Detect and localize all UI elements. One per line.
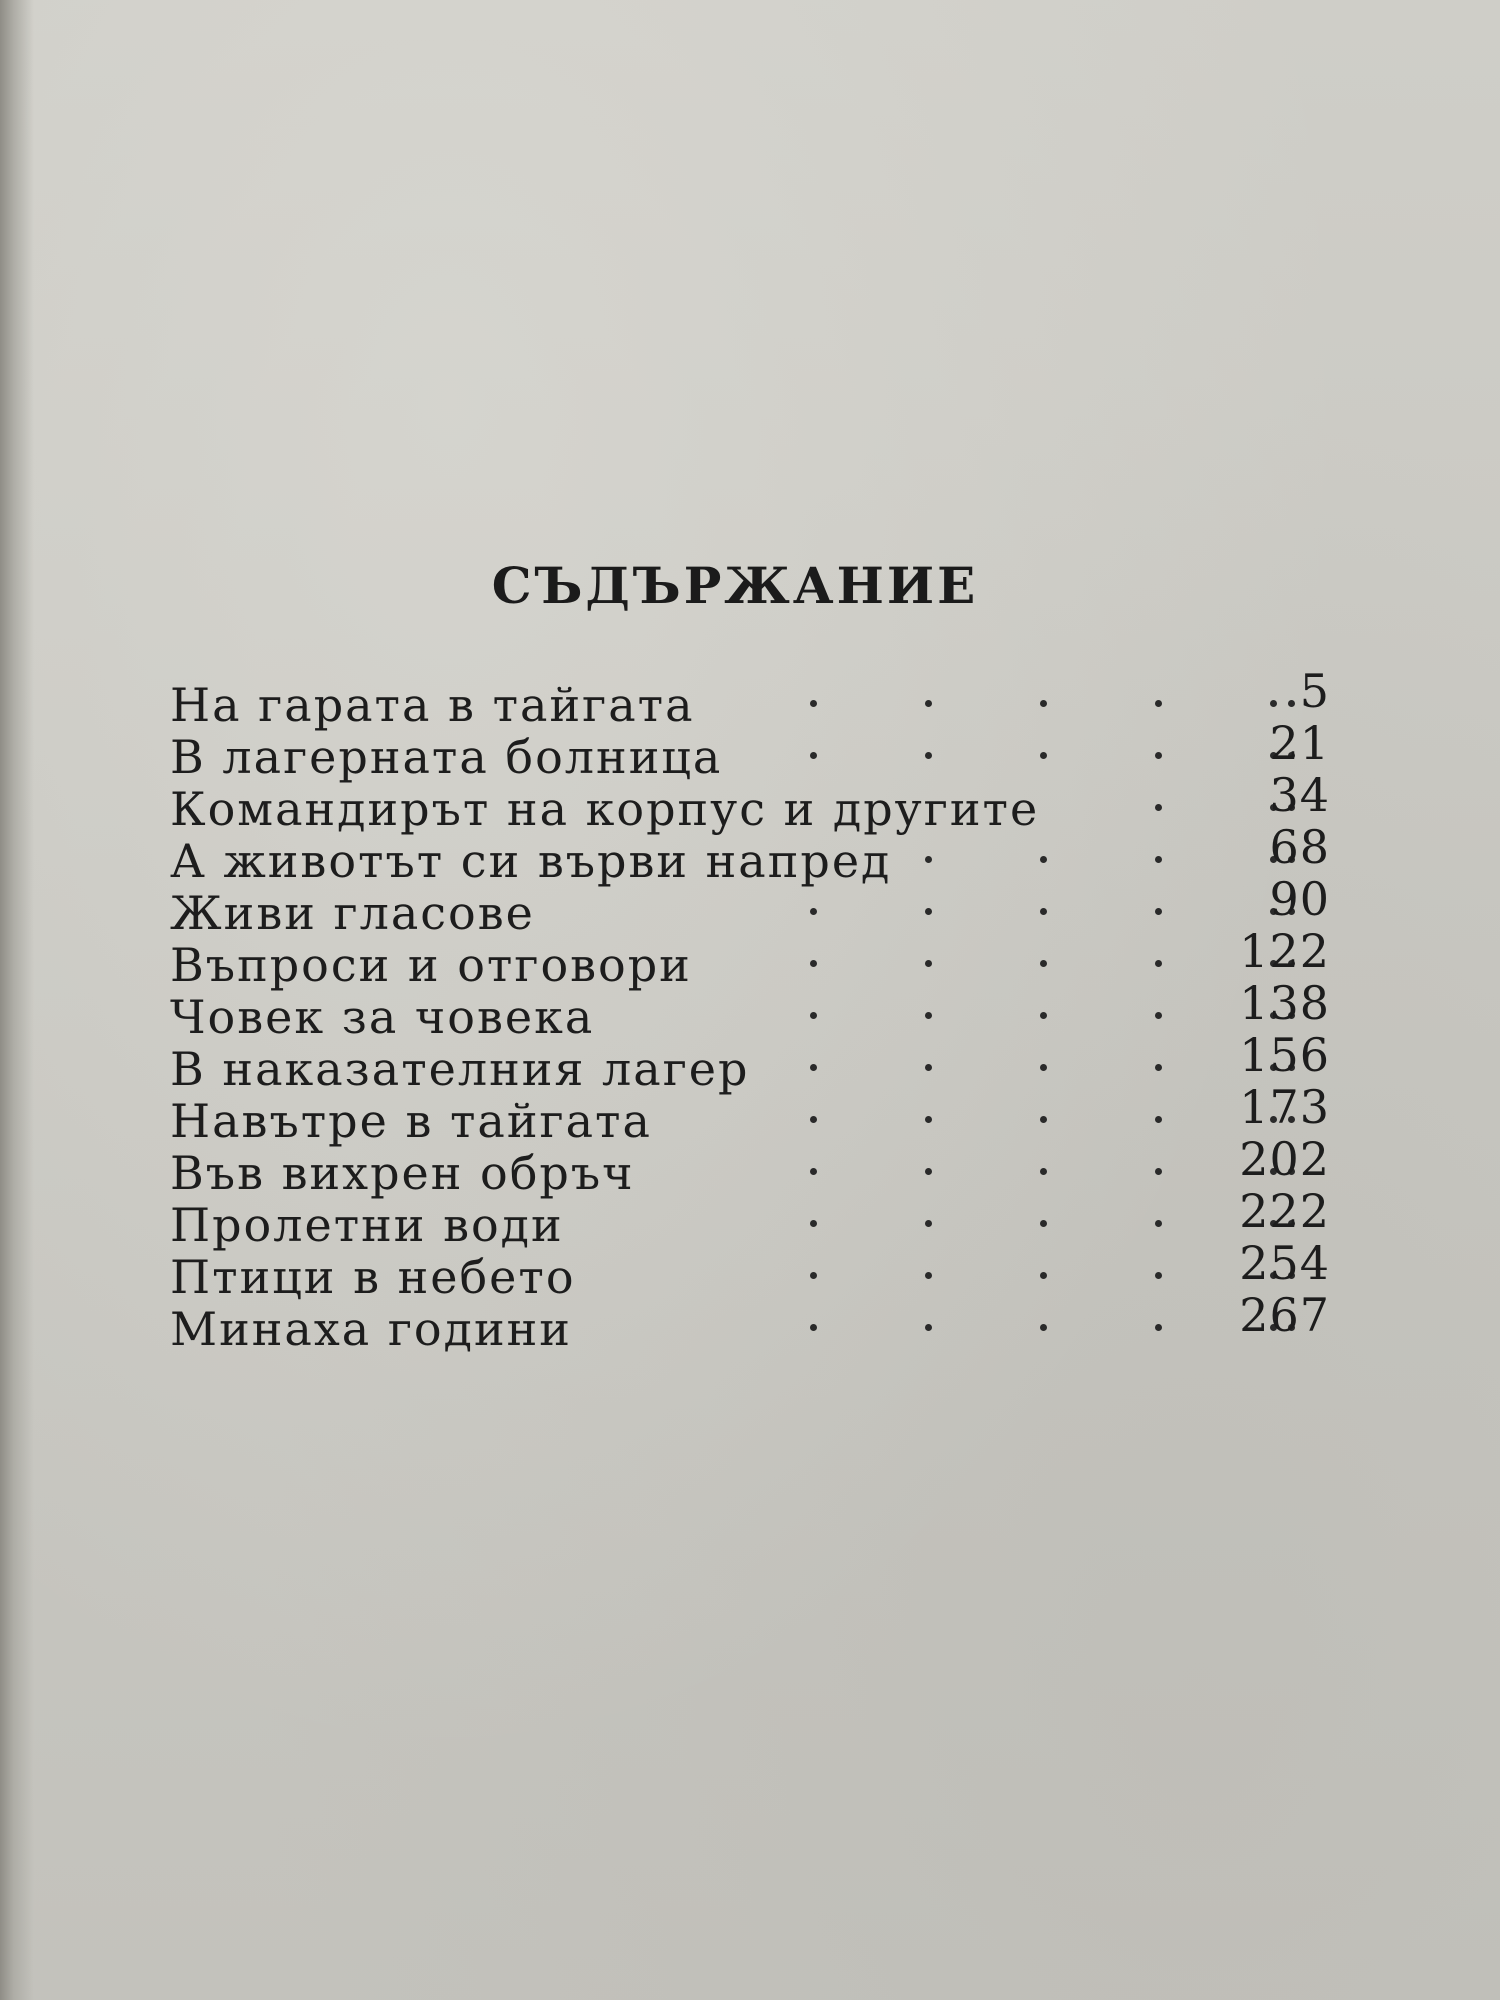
leader-dot: [925, 908, 932, 915]
leader-dot: [1155, 804, 1162, 811]
toc-entry-page-number: 267: [1239, 1288, 1330, 1342]
leader-dot: [810, 1064, 817, 1071]
toc-entry: [170, 872, 1330, 940]
leader-dot: [1040, 1168, 1047, 1175]
toc-entry-title: Минаха години: [170, 1302, 572, 1356]
leader-dot: [1040, 700, 1047, 707]
leader-dot: [1040, 752, 1047, 759]
leader-dot: [1155, 960, 1162, 967]
toc-entry: [170, 976, 1330, 1044]
leader-dot: [1155, 1324, 1162, 1331]
toc-entry-page-number: 122: [1239, 924, 1330, 978]
leader-dot: [925, 752, 932, 759]
leader-dot: [810, 1220, 817, 1227]
toc-entry-title: Пролетни води: [170, 1198, 564, 1252]
toc-entry-page-number: 68: [1269, 820, 1330, 874]
toc-entry: [170, 924, 1330, 992]
toc-entry: [170, 664, 1330, 732]
leader-dot: [1040, 1324, 1047, 1331]
leader-dot: [1155, 1168, 1162, 1175]
toc-entry-page-number: 254: [1239, 1236, 1330, 1290]
leader-dot: [1155, 752, 1162, 759]
leader-dot: [1040, 1272, 1047, 1279]
toc-entry: [170, 820, 1330, 888]
leader-dot: [925, 1324, 932, 1331]
toc-entry-title: Във вихрен обръч: [170, 1146, 635, 1200]
toc-entry-page-number: 222: [1239, 1184, 1330, 1238]
toc-entry-title: В лагерната болница: [170, 730, 723, 784]
leader-dot: [810, 1168, 817, 1175]
leader-dot: [1155, 908, 1162, 915]
toc-entry-page-number: 90: [1269, 872, 1330, 926]
leader-dot: [1040, 1220, 1047, 1227]
leader-dot: [925, 1272, 932, 1279]
leader-dot: [810, 1272, 817, 1279]
toc-title: СЪДЪРЖАНИЕ: [491, 556, 979, 615]
toc-entry-title: В наказателния лагер: [170, 1042, 750, 1096]
toc-entry-title: Въпроси и отговори: [170, 938, 692, 992]
leader-dot: [1155, 856, 1162, 863]
leader-dot: [1040, 1116, 1047, 1123]
toc-entry: [170, 1236, 1330, 1304]
leader-dot: [1040, 1012, 1047, 1019]
leader-dot: [810, 960, 817, 967]
leader-dot: [925, 1168, 932, 1175]
leader-dot: [810, 700, 817, 707]
leader-dot: [1288, 700, 1295, 707]
toc-entry: [170, 768, 1330, 836]
leader-dot: [1040, 960, 1047, 967]
toc-entry: [170, 1184, 1330, 1252]
leader-dot: [925, 1116, 932, 1123]
toc-entry-title: Птици в небето: [170, 1250, 576, 1304]
toc-entry: [170, 1080, 1330, 1148]
leader-dot: [925, 856, 932, 863]
toc-entry: [170, 1132, 1330, 1200]
toc-entry-page-number: 34: [1269, 768, 1330, 822]
leader-dot: [810, 1324, 817, 1331]
toc-entry-title: Живи гласове: [170, 886, 535, 940]
toc-entry: [170, 716, 1330, 784]
page-spine-shadow: [0, 0, 34, 2000]
leader-dot: [810, 1012, 817, 1019]
leader-dot: [1155, 1116, 1162, 1123]
leader-dot: [810, 752, 817, 759]
toc-entry-title: Командирът на корпус и другите: [170, 782, 1040, 836]
leader-dot: [1040, 1064, 1047, 1071]
leader-dot: [1155, 1220, 1162, 1227]
toc-entry-page-number: 156: [1239, 1028, 1330, 1082]
toc-entry-title: Човек за човека: [170, 990, 595, 1044]
leader-dot: [925, 1220, 932, 1227]
toc-entry-page-number: 138: [1239, 976, 1330, 1030]
toc-entry: [170, 1288, 1330, 1356]
toc-entry-page-number: 173: [1239, 1080, 1330, 1134]
toc-entry-title: А животът си върви напред: [170, 834, 892, 888]
leader-dot: [1155, 700, 1162, 707]
leader-dot: [1270, 700, 1277, 707]
leader-dot: [1155, 1272, 1162, 1279]
toc-entry-page-number: 21: [1269, 716, 1330, 770]
leader-dot: [925, 700, 932, 707]
leader-dot: [1155, 1064, 1162, 1071]
leader-dot: [925, 960, 932, 967]
leader-dot: [925, 1064, 932, 1071]
leader-dot: [1155, 1012, 1162, 1019]
leader-dot: [810, 908, 817, 915]
leader-dot: [1040, 908, 1047, 915]
toc-entry: [170, 1028, 1330, 1096]
dot-leader: [810, 686, 1350, 706]
leader-dot: [1040, 856, 1047, 863]
toc-entry-page-number: 5: [1299, 664, 1330, 718]
toc-entry-title: Навътре в тайгата: [170, 1094, 652, 1148]
toc-list: [170, 664, 1330, 1356]
leader-dot: [810, 1116, 817, 1123]
toc-entry-title: На гарата в тайгата: [170, 678, 695, 732]
toc-entry-page-number: 202: [1239, 1132, 1330, 1186]
leader-dot: [925, 1012, 932, 1019]
